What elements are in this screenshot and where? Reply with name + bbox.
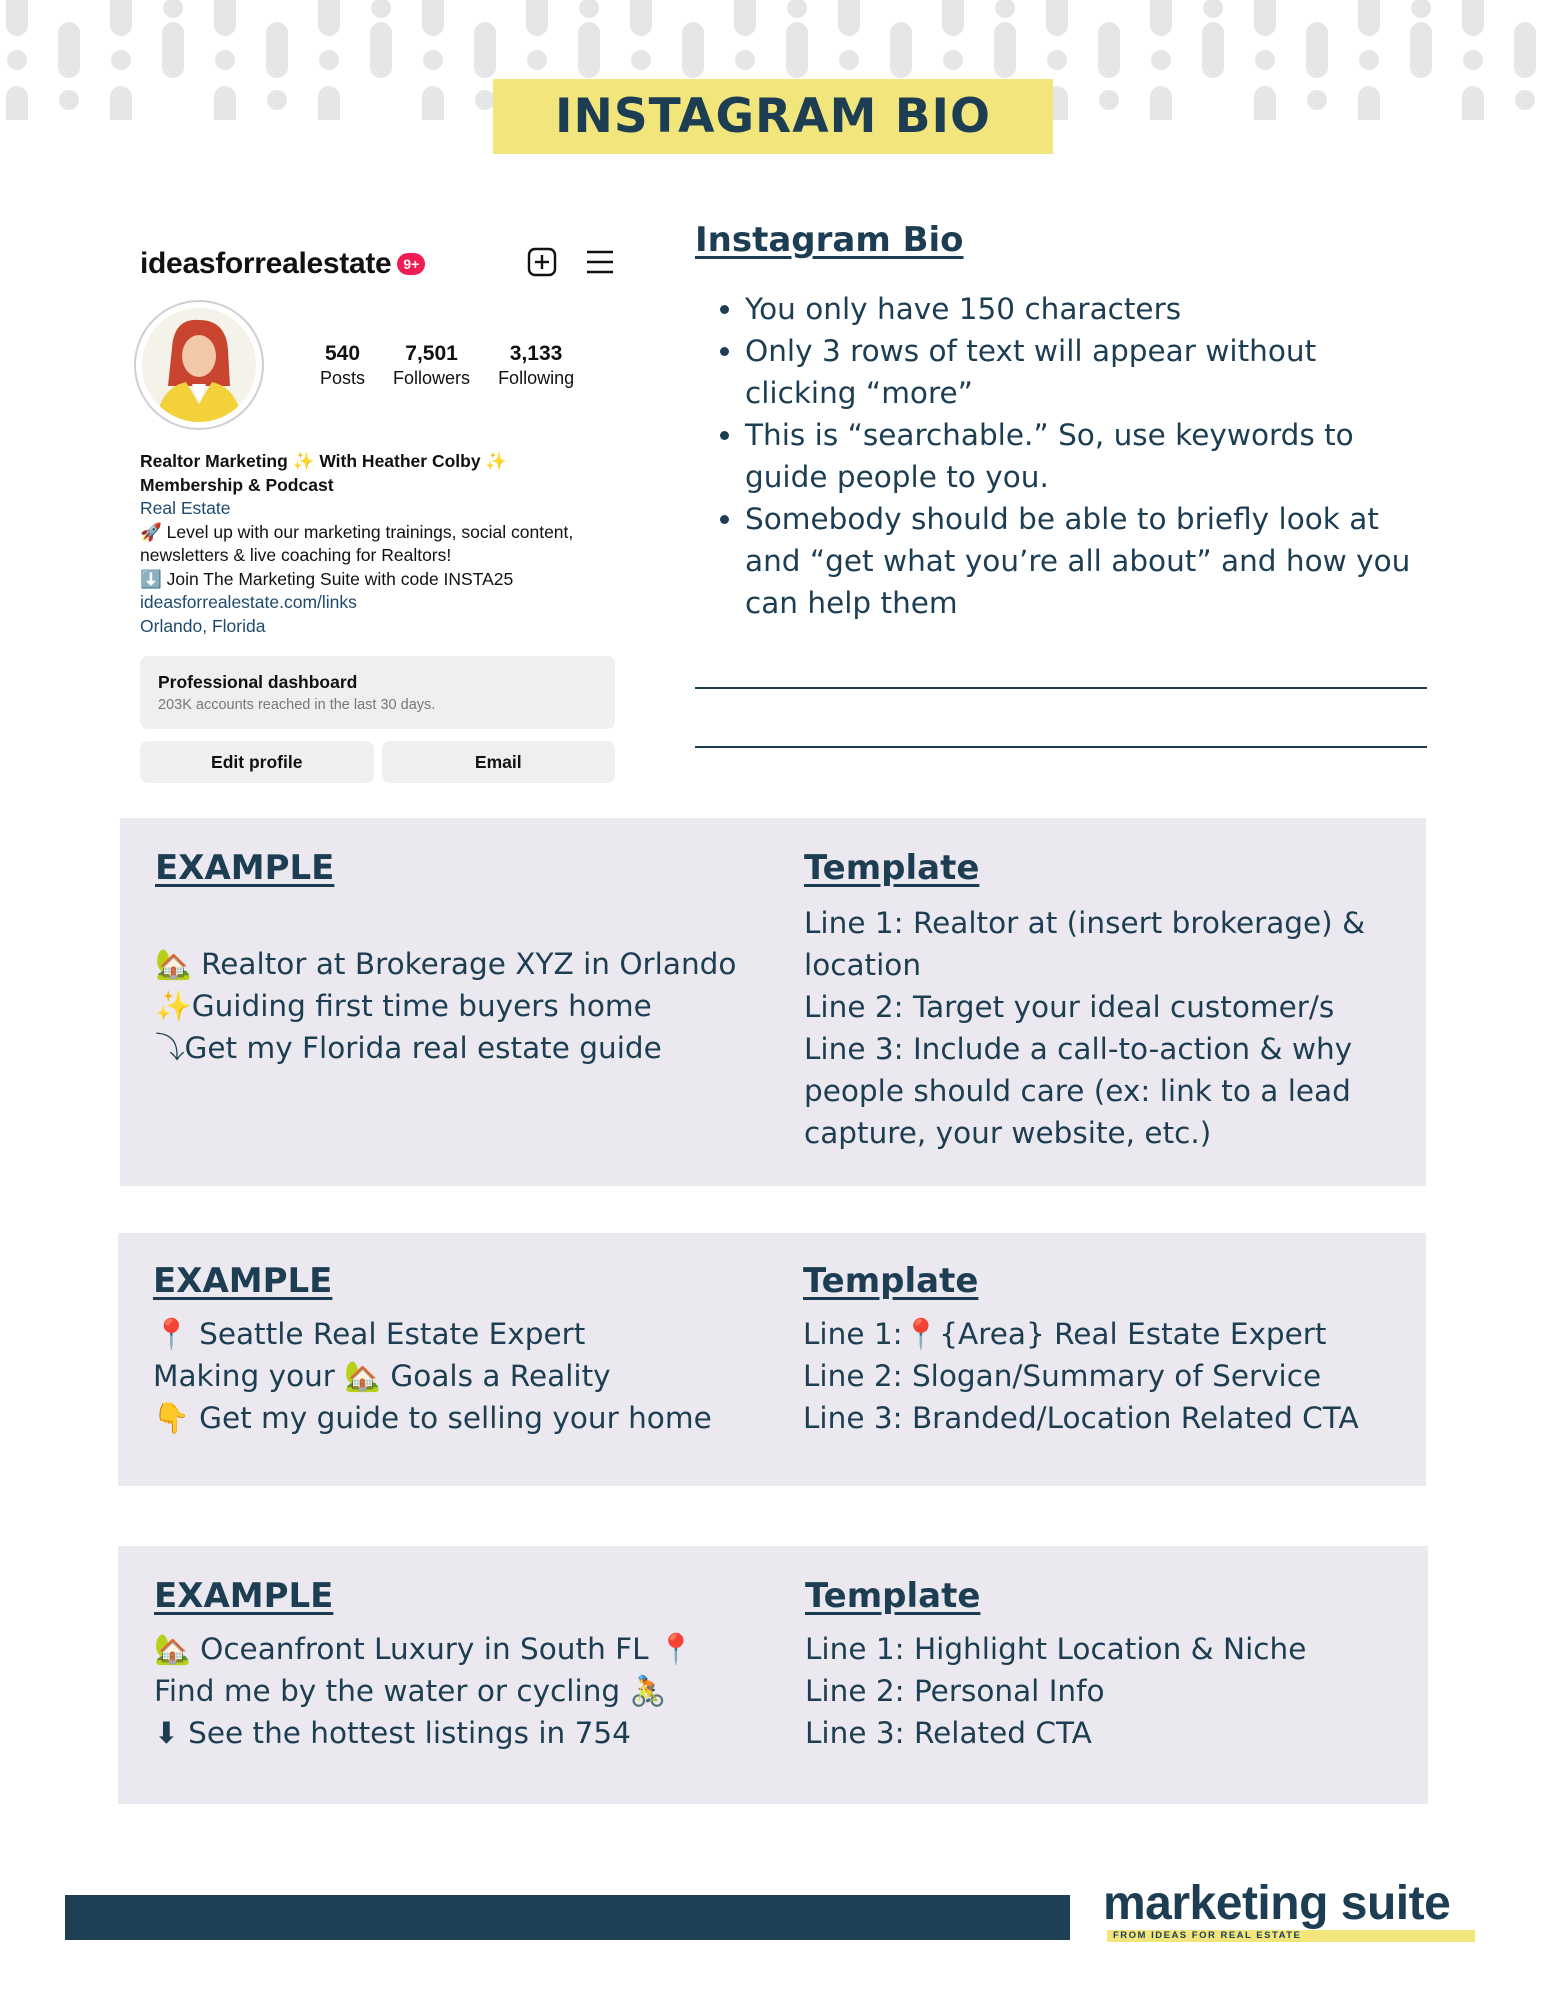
- edit-profile-button[interactable]: Edit profile: [140, 741, 374, 783]
- stat-number: 7,501: [405, 341, 458, 365]
- bio-location[interactable]: Orlando, Florida: [140, 615, 266, 636]
- bio-tips: [695, 220, 1427, 624]
- profile-stats: [320, 342, 574, 389]
- bio-link[interactable]: ideasforrealestate.com/links: [140, 592, 357, 612]
- stat-posts[interactable]: [320, 342, 365, 389]
- template-line-label: Line 2:: [803, 1359, 903, 1393]
- template-line-label: Line 3:: [804, 1032, 904, 1066]
- profile-bio: [140, 450, 615, 638]
- template-line: [805, 1628, 1405, 1670]
- template-line-label: Line 3:: [803, 1401, 903, 1435]
- tips-heading: Instagram Bio: [695, 220, 964, 260]
- profile-header: [140, 240, 615, 288]
- tips-list: [695, 288, 1427, 624]
- professional-dashboard[interactable]: [140, 656, 615, 729]
- bio-line: ⬇️ Join The Marketing Suite with code INSTA25: [140, 568, 514, 589]
- stat-label: Posts: [320, 367, 366, 388]
- logo-wordmark: marketing suite: [1103, 1877, 1451, 1930]
- logo-tagline: FROM IDEAS FOR REAL ESTATE: [1113, 1930, 1302, 1941]
- stat-number: 540: [324, 341, 361, 365]
- example-line: ✨Guiding first time buyers home: [155, 989, 652, 1023]
- template-line: [805, 1670, 1405, 1712]
- tip-item: • This is “searchable.” So, use keywords to guide people to you.: [745, 414, 1427, 498]
- bio-name-line: Realtor Marketing ✨ With Heather Colby ✨ Membership & Podcast: [140, 451, 508, 495]
- notification-badge: 9+: [397, 253, 425, 275]
- template-line-text: Realtor at (insert brokerage) & location: [804, 906, 1366, 982]
- template-line: [804, 1028, 1374, 1154]
- stat-label: Following: [498, 367, 575, 388]
- template-line-label: Line 2:: [804, 990, 904, 1024]
- example-line: 📍 Seattle Real Estate Expert: [153, 1317, 586, 1351]
- example-panel-1: [120, 818, 1426, 1186]
- email-button[interactable]: Email: [382, 741, 616, 783]
- tip-item: • You only have 150 characters: [745, 288, 1427, 330]
- tip-item: • Somebody should be able to briefly look at and “get what you’re all about” and how you can help them: [745, 498, 1427, 624]
- template-line-label: Line 1:: [804, 906, 904, 940]
- stat-following[interactable]: [498, 342, 574, 389]
- marketing-suite-logo: [1103, 1877, 1475, 1942]
- template-heading: Template: [803, 1261, 979, 1301]
- example-heading: EXAMPLE: [153, 1261, 333, 1301]
- avatar[interactable]: [134, 300, 264, 430]
- template-line: [803, 1397, 1413, 1439]
- writing-line: [695, 746, 1427, 748]
- dashboard-subtitle: 203K accounts reached in the last 30 days.: [158, 697, 436, 713]
- dashboard-title: Professional dashboard: [158, 672, 358, 692]
- template-line-label: Line 1:: [805, 1632, 905, 1666]
- example-line: Making your 🏡 Goals a Reality: [153, 1359, 611, 1393]
- template-line-label: Line 3:: [805, 1716, 905, 1750]
- example-line: 👇 Get my guide to selling your home: [153, 1401, 712, 1435]
- example-heading: EXAMPLE: [154, 1576, 334, 1616]
- template-line-text: 📍{Area} Real Estate Expert: [902, 1317, 1327, 1351]
- example-column: [154, 1576, 774, 1754]
- template-line: [803, 1355, 1413, 1397]
- profile-username: ideasforrealestate: [140, 247, 392, 280]
- example-line: Find me by the water or cycling 🚴: [154, 1674, 667, 1708]
- menu-icon[interactable]: [585, 249, 615, 280]
- template-heading: Template: [805, 1576, 981, 1616]
- example-line: ⤵Get my Florida real estate guide: [155, 1031, 662, 1065]
- template-line: [804, 902, 1374, 986]
- example-line: ⬇ See the hottest listings in 754: [154, 1716, 631, 1750]
- bio-category: Real Estate: [140, 498, 231, 518]
- title-banner: [493, 79, 1053, 154]
- template-line: [804, 986, 1374, 1028]
- template-column: [805, 1576, 1405, 1754]
- tip-item: • Only 3 rows of text will appear without clicking “more”: [745, 330, 1427, 414]
- stat-number: 3,133: [509, 341, 563, 365]
- template-heading: Template: [804, 848, 980, 888]
- example-column: [153, 1261, 773, 1439]
- example-panel-2: [118, 1233, 1426, 1486]
- template-line-text: Target your ideal customer/s: [903, 990, 1335, 1024]
- template-line-label: Line 2:: [805, 1674, 905, 1708]
- template-line-text: Branded/Location Related CTA: [902, 1401, 1359, 1435]
- template-line: [805, 1712, 1405, 1754]
- template-line-text: Related CTA: [904, 1716, 1092, 1750]
- example-column: [155, 848, 755, 1069]
- template-line-label: Line 1:: [803, 1317, 903, 1351]
- stat-label: Followers: [393, 367, 471, 388]
- writing-line: [695, 687, 1427, 689]
- example-panel-3: [118, 1546, 1428, 1804]
- template-line-text: Slogan/Summary of Service: [902, 1359, 1322, 1393]
- add-post-icon[interactable]: [527, 247, 557, 282]
- template-line: [803, 1313, 1413, 1355]
- example-heading: EXAMPLE: [155, 848, 335, 888]
- instagram-profile-preview: [140, 240, 615, 783]
- example-line: 🏡 Realtor at Brokerage XYZ in Orlando: [155, 947, 737, 981]
- example-line: 🏡 Oceanfront Luxury in South FL 📍: [154, 1632, 695, 1666]
- template-column: [804, 848, 1374, 1154]
- stat-followers[interactable]: [393, 342, 470, 389]
- template-column: [803, 1261, 1413, 1439]
- bio-line: 🚀 Level up with our marketing trainings, social content, newsletters & live coaching for Realtors!: [140, 521, 574, 565]
- avatar-photo: [142, 308, 256, 422]
- template-line-text: Personal Info: [904, 1674, 1105, 1708]
- page-title: INSTAGRAM BIO: [555, 89, 991, 144]
- footer-bar: [65, 1895, 1070, 1940]
- template-line-text: Highlight Location & Niche: [904, 1632, 1307, 1666]
- template-line-text: Include a call-to-action & why people should care (ex: link to a lead capture, your website, etc.): [804, 1032, 1353, 1150]
